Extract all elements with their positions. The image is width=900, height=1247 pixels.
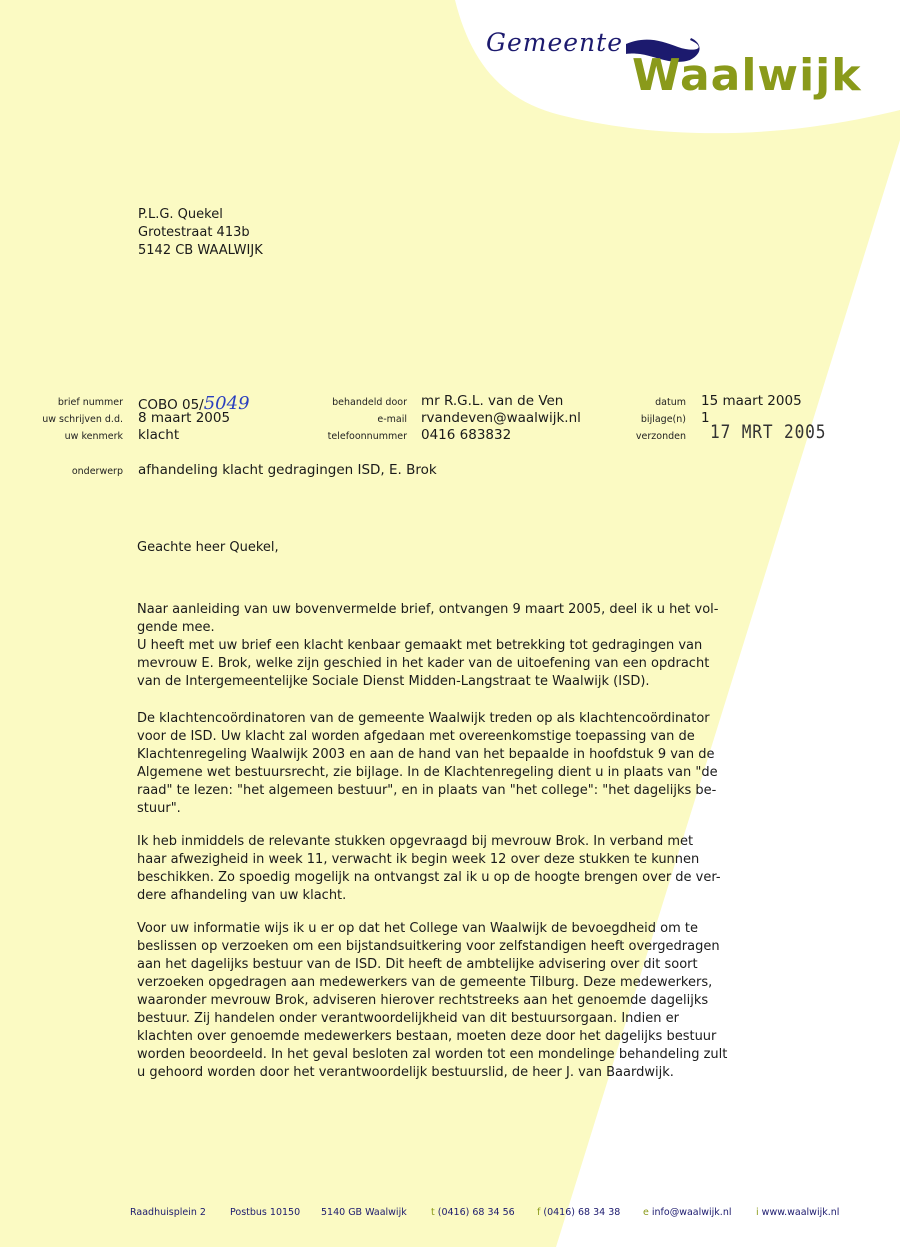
logo-waalwijk: Waalwijk [632, 50, 862, 101]
label-onderwerp: onderwerp [71, 466, 123, 477]
paragraph [137, 710, 718, 818]
paragraph-line: aan het dagelijks bestuur van de ISD. Dit heeft de ambtelijke advisering over dit soort [137, 957, 698, 972]
paragraph-line: Ik heb inmiddels de relevante stukken opgevraagd bij mevrouw Brok. In verband met [137, 834, 694, 849]
handwritten-number: 5049 [203, 393, 250, 414]
label-bijlagen: bijlage(n) [640, 414, 686, 425]
footer-city: 5140 GB Waalwijk [321, 1207, 407, 1218]
label-verzonden: verzonden [635, 431, 686, 442]
footer-phone: t (0416) 68 34 56 [431, 1207, 515, 1218]
footer-pobox: Postbus 10150 [230, 1207, 301, 1218]
paragraph-line: U heeft met uw brief een klacht kenbaar gemaakt met betrekking tot gedragingen van [137, 638, 703, 653]
paragraph-line: u gehoord worden door het verantwoordelijk bestuurslid, de heer J. van Baardwijk. [137, 1065, 674, 1080]
paragraph-line: worden beoordeeld. In het geval besloten zal worden tot een mondelinge behandeling zult [137, 1047, 728, 1062]
value-datum: 15 maart 2005 [701, 393, 802, 409]
footer-fax: f (0416) 68 34 38 [537, 1207, 621, 1218]
recipient-name: P.L.G. Quekel [138, 207, 223, 222]
label-uw-schrijven: uw schrijven d.d. [42, 414, 123, 425]
paragraph [137, 920, 727, 1082]
label-brief-nummer: brief nummer [57, 397, 123, 408]
paragraph-line: Voor uw informatie wijs ik u er op dat het College van Waalwijk de bevoegdheid om te [137, 921, 698, 936]
salutation: Geachte heer Quekel, [137, 540, 279, 555]
paragraph [137, 833, 721, 905]
label-datum: datum [655, 397, 686, 408]
value-telefoon: 0416 683832 [421, 427, 512, 443]
paragraph-line: waaronder mevrouw Brok, adviseren hierover rechtstreeks aan het genoemde dagelijks [137, 993, 709, 1008]
value-uw-kenmerk: klacht [138, 427, 180, 443]
paragraph-line: Naar aanleiding van uw bovenvermelde brief, ontvangen 9 maart 2005, deel ik u het vol- [137, 602, 719, 617]
paragraph-line: stuur". [137, 801, 181, 816]
value-behandeld-door: mr R.G.L. van de Ven [421, 393, 564, 409]
paragraph [137, 601, 718, 691]
paragraph-line: raad" te lezen: "het algemeen bestuur", en in plaats van "het college": "het dagelijks be- [137, 783, 717, 798]
paragraph-line: mevrouw E. Brok, welke zijn geschied in het kader van de uitoefening van een opdracht [137, 656, 710, 671]
paragraph-line: voor de ISD. Uw klacht zal worden afgedaan met overeenkomstige toepassing van de [137, 729, 695, 744]
footer-email[interactable]: e info@waalwijk.nl [643, 1207, 732, 1218]
verzonden-stamp: 17 MRT 2005 [710, 421, 827, 443]
paragraph-line: Algemene wet bestuursrecht, zie bijlage. In de Klachtenregeling dient u in plaats van "de [137, 765, 718, 780]
value-email: rvandeven@waalwijk.nl [421, 410, 581, 426]
paragraph-line: bestuur. Zij handelen onder verantwoordelijkheid van dit bestuursorgaan. Indien er [137, 1011, 679, 1026]
logo-gemeente: Gemeente [486, 28, 624, 57]
recipient-city: 5142 CB WAALWIJK [138, 243, 263, 258]
paragraph-line: gende mee. [137, 620, 215, 635]
value-uw-schrijven: 8 maart 2005 [138, 410, 231, 426]
paragraph-line: dere afhandeling van uw klacht. [137, 888, 347, 903]
paragraph-line: klachten over genoemde medewerkers bestaan, moeten deze door het dagelijks bestuur [137, 1029, 717, 1044]
label-uw-kenmerk: uw kenmerk [64, 431, 123, 442]
footer-website[interactable]: i www.waalwijk.nl [756, 1207, 840, 1218]
value-brief-nummer: COBO 05/5049 [138, 393, 250, 414]
value-bijlagen: 1 [701, 410, 710, 426]
label-email: e-mail [377, 414, 407, 425]
label-behandeld-door: behandeld door [332, 397, 407, 408]
paragraph-line: van de Intergemeentelijke Sociale Dienst Midden-Langstraat te Waalwijk (ISD). [137, 674, 650, 689]
label-telefoon: telefoonnummer [327, 431, 407, 442]
recipient-street: Grotestraat 413b [138, 225, 250, 240]
value-onderwerp: afhandeling klacht gedragingen ISD, E. Brok [138, 462, 437, 478]
paragraph-line: haar afwezigheid in week 11, verwacht ik begin week 12 over deze stukken te kunnen [137, 852, 700, 867]
footer-street: Raadhuisplein 2 [130, 1207, 206, 1218]
paragraph-line: Klachtenregeling Waalwijk 2003 en aan de hand van het bepaalde in hoofdstuk 9 van de [137, 747, 715, 762]
paragraph-line: beslissen op verzoeken om een bijstandsuitkering voor zelfstandigen heeft overgedragen [137, 939, 720, 954]
paragraph-line: De klachtencoördinatoren van de gemeente Waalwijk treden op als klachtencoördinator [137, 711, 710, 726]
paragraph-line: verzoeken opgedragen aan medewerkers van de gemeente Tilburg. Deze medewerkers, [137, 975, 713, 990]
recipient-address [138, 206, 263, 260]
paragraph-line: beschikken. Zo spoedig mogelijk na ontvangst zal ik u op de hoogte brengen over de ver- [137, 870, 721, 885]
